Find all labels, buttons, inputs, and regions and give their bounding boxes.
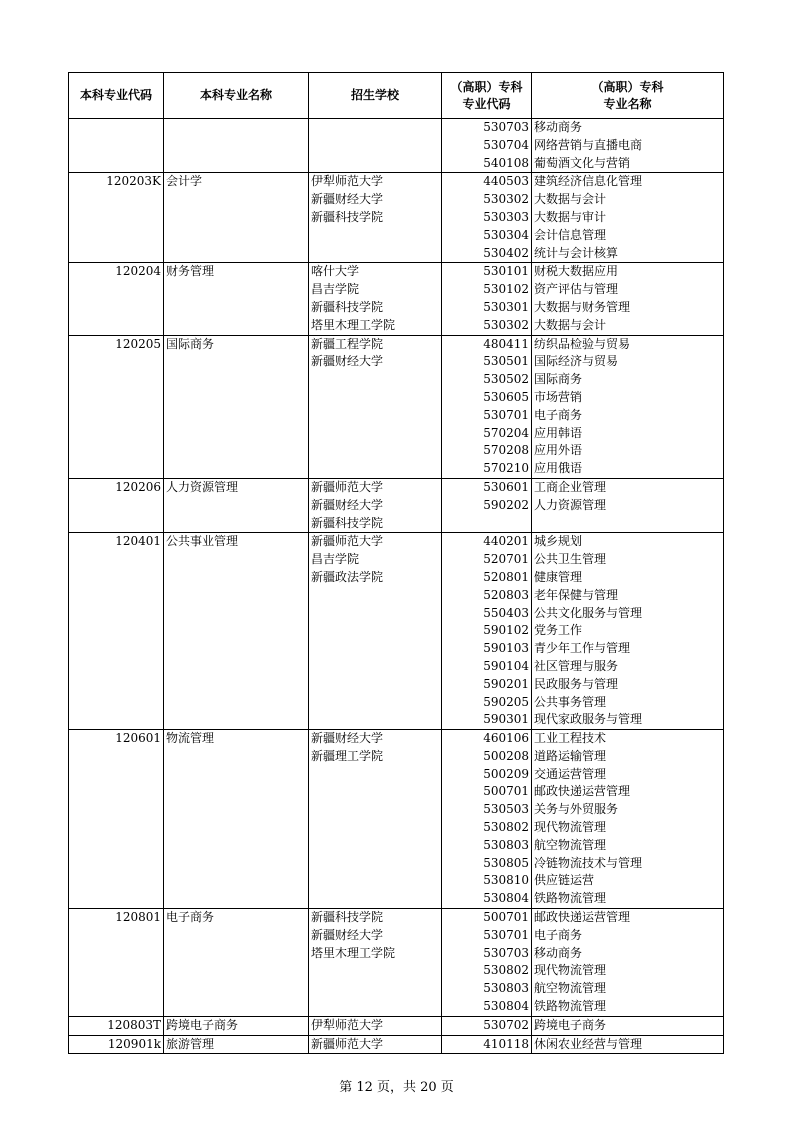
vocational-name: 应用俄语 [534,461,583,476]
undergrad-code-cell [69,119,164,173]
undergrad-code [69,119,163,137]
header-undergrad-name: 本科专业名称 [164,73,309,119]
school-cell [309,263,442,335]
school-cell [309,119,442,173]
vocational-code: 570210 [483,461,529,476]
vocational-code: 530804 [483,999,529,1014]
vocational-name: 邮政快递运营管理 [534,910,631,925]
vocational-code: 530701 [483,407,529,422]
vocational-name: 应用韩语 [534,425,583,440]
school-name: 昌吉学院 [311,282,360,297]
school-name: 新疆科技学院 [311,209,384,224]
vocational-code: 440503 [483,174,529,189]
header-undergrad-code: 本科专业代码 [69,73,164,119]
undergrad-name: 人力资源管理 [166,479,239,494]
header-vocational-name: （高职）专科 专业名称 [532,73,724,119]
vocational-name: 大数据与财务管理 [534,299,631,314]
vocational-code: 530301 [483,299,529,314]
undergrad-code: 120801 [115,910,161,925]
vocational-code: 530703 [483,120,529,134]
vocational-code: 530802 [483,820,529,835]
school-cell [309,1035,442,1054]
vocational-name: 大数据与会计 [534,317,607,332]
vocational-name: 电子商务 [534,407,583,422]
undergrad-code-cell [69,909,164,1017]
vocational-name-cell [532,478,724,532]
school-cell [309,730,442,909]
school-name: 新疆师范大学 [311,534,384,549]
vocational-name: 市场营销 [534,389,583,404]
undergrad-name: 旅游管理 [166,1036,215,1051]
vocational-code: 530303 [483,209,529,224]
vocational-code: 530601 [483,479,529,494]
undergrad-name-cell [164,263,309,335]
vocational-name: 资产评估与管理 [534,282,619,297]
undergrad-code: 120901k [107,1036,161,1051]
vocational-code-cell [442,533,532,730]
table-row [69,533,724,730]
vocational-code: 590102 [483,623,529,638]
school-cell [309,1016,442,1035]
vocational-name: 移动商务 [534,120,583,134]
vocational-code: 530810 [483,873,529,888]
vocational-name: 民政服务与管理 [534,676,619,691]
vocational-name: 人力资源管理 [534,497,607,512]
vocational-name: 航空物流管理 [534,837,607,852]
school-name: 塔里木理工学院 [311,317,396,332]
undergrad-name-cell [164,909,309,1017]
school-name: 新疆政法学院 [311,569,384,584]
header-vocational-code: （高职）专科 专业代码 [442,73,532,119]
vocational-code: 530703 [483,945,529,960]
vocational-name: 财税大数据应用 [534,264,619,279]
vocational-code: 460106 [483,731,529,746]
school-name: 昌吉学院 [311,552,360,567]
vocational-name: 跨境电子商务 [534,1017,607,1032]
vocational-name: 铁路物流管理 [534,999,607,1014]
school-cell [309,173,442,263]
vocational-name: 电子商务 [534,927,583,942]
undergrad-name-cell [164,730,309,909]
undergrad-name: 国际商务 [166,336,215,351]
vocational-name: 国际商务 [534,372,583,387]
undergrad-name: 公共事业管理 [166,534,239,549]
vocational-code: 530402 [483,245,529,260]
vocational-code: 500209 [483,766,529,781]
school-name: 新疆科技学院 [311,910,384,925]
school-name: 新疆师范大学 [311,479,384,494]
table-row [69,263,724,335]
vocational-name: 工业工程技术 [534,731,607,746]
undergrad-name-cell [164,119,309,173]
undergrad-code-cell [69,730,164,909]
vocational-code: 530304 [483,227,529,242]
undergrad-name: 财务管理 [166,264,215,279]
table-row [69,119,724,173]
vocational-name: 关务与外贸服务 [534,802,619,817]
vocational-name: 统计与会计核算 [534,245,619,260]
vocational-name-cell [532,1016,724,1035]
table-row [69,335,724,478]
vocational-code-cell [442,335,532,478]
vocational-name: 健康管理 [534,569,583,584]
vocational-code: 520701 [483,552,529,567]
table-row [69,909,724,1017]
vocational-code: 520803 [483,587,529,602]
vocational-name-cell [532,1035,724,1054]
vocational-name: 城乡规划 [534,534,583,549]
school-name: 新疆科技学院 [311,515,384,530]
vocational-code: 590103 [483,641,529,656]
vocational-name: 供应链运营 [534,873,595,888]
vocational-name: 应用外语 [534,443,583,458]
undergrad-code: 120204 [115,264,161,279]
vocational-code: 480411 [483,336,529,351]
table-row [69,173,724,263]
school-name: 新疆工程学院 [311,336,384,351]
undergrad-code-cell [69,335,164,478]
vocational-name-cell [532,335,724,478]
vocational-name: 纺织品检验与贸易 [534,336,631,351]
vocational-name: 航空物流管理 [534,981,607,996]
vocational-code-cell [442,173,532,263]
school-name: 新疆财经大学 [311,354,384,369]
school-name: 新疆理工学院 [311,748,384,763]
school-name: 新疆财经大学 [311,192,384,207]
vocational-code-cell [442,1035,532,1054]
vocational-code-cell [442,119,532,173]
undergrad-code: 120601 [115,731,161,746]
table-row [69,1016,724,1035]
vocational-name: 大数据与会计 [534,192,607,207]
table-row [69,730,724,909]
undergrad-code-cell [69,1016,164,1035]
undergrad-code-cell [69,1035,164,1054]
school-name: 新疆师范大学 [311,1036,384,1051]
vocational-code: 530302 [483,192,529,207]
undergrad-name-cell [164,173,309,263]
school-name: 新疆财经大学 [311,927,384,942]
undergrad-code: 120401 [115,534,161,549]
page-footer: 第 12 页，共 20 页 [339,1080,454,1095]
school-name: 喀什大学 [311,264,360,279]
vocational-name: 公共卫生管理 [534,552,607,567]
majors-table [68,72,724,1054]
undergrad-name: 电子商务 [166,910,215,925]
undergrad-name [164,119,308,137]
table-row [69,478,724,532]
vocational-name: 国际经济与贸易 [534,354,619,369]
vocational-name: 移动商务 [534,945,583,960]
vocational-name: 建筑经济信息化管理 [534,174,643,189]
undergrad-code-cell [69,173,164,263]
vocational-name: 工商企业管理 [534,479,607,494]
undergrad-name: 物流管理 [166,731,215,746]
vocational-name: 社区管理与服务 [534,658,619,673]
school-name: 塔里木理工学院 [311,945,396,960]
vocational-code: 520801 [483,569,529,584]
vocational-code: 590201 [483,676,529,691]
vocational-code: 590205 [483,694,529,709]
vocational-code: 500208 [483,748,529,763]
vocational-code-cell [442,730,532,909]
vocational-name: 休闲农业经营与管理 [534,1036,643,1051]
vocational-code: 530804 [483,891,529,906]
vocational-code: 570208 [483,443,529,458]
undergrad-name-cell [164,478,309,532]
vocational-code: 530302 [483,317,529,332]
vocational-code: 530803 [483,981,529,996]
vocational-code-cell [442,1016,532,1035]
vocational-name-cell [532,533,724,730]
vocational-name: 葡萄酒文化与营销 [534,155,631,170]
vocational-name-cell [532,730,724,909]
vocational-code: 530805 [483,855,529,870]
vocational-name-cell [532,173,724,263]
vocational-code: 590301 [483,712,529,727]
undergrad-name: 会计学 [166,174,203,189]
vocational-name: 冷链物流技术与管理 [534,855,643,870]
school-cell [309,909,442,1017]
vocational-name: 大数据与审计 [534,209,607,224]
undergrad-name-cell [164,1016,309,1035]
vocational-code: 590104 [483,658,529,673]
undergrad-code-cell [69,263,164,335]
vocational-code: 530101 [483,264,529,279]
vocational-name: 会计信息管理 [534,227,607,242]
vocational-code: 500701 [483,784,529,799]
undergrad-code-cell [69,533,164,730]
vocational-code: 540108 [483,155,529,170]
school-name: 新疆科技学院 [311,299,384,314]
vocational-code: 530702 [483,1017,529,1032]
vocational-name-cell [532,263,724,335]
table-row [69,1035,724,1054]
vocational-name: 老年保健与管理 [534,587,619,602]
undergrad-name: 跨境电子商务 [166,1017,239,1032]
undergrad-code: 120803T [107,1017,161,1032]
undergrad-code: 120203K [106,174,161,189]
vocational-name: 交通运营管理 [534,766,607,781]
undergrad-code: 120206 [115,479,161,494]
undergrad-name-cell [164,533,309,730]
vocational-name-cell [532,909,724,1017]
vocational-code: 550403 [483,605,529,620]
vocational-name: 铁路物流管理 [534,891,607,906]
vocational-code: 530503 [483,802,529,817]
vocational-code: 440201 [483,534,529,549]
vocational-name: 公共文化服务与管理 [534,605,643,620]
vocational-code-cell [442,263,532,335]
table-header-row [69,73,724,119]
vocational-code: 530502 [483,372,529,387]
undergrad-code-cell [69,478,164,532]
vocational-name: 青少年工作与管理 [534,641,631,656]
header-school: 招生学校 [309,73,442,119]
vocational-code: 530704 [483,137,529,152]
vocational-code: 590202 [483,497,529,512]
undergrad-name-cell [164,1035,309,1054]
vocational-name: 现代物流管理 [534,820,607,835]
undergrad-code: 120205 [115,336,161,351]
vocational-name: 现代物流管理 [534,963,607,978]
vocational-code: 530701 [483,927,529,942]
school-cell [309,335,442,478]
school-name: 伊犁师范大学 [311,174,384,189]
school-cell [309,533,442,730]
school-name: 新疆财经大学 [311,731,384,746]
vocational-code-cell [442,478,532,532]
vocational-code-cell [442,909,532,1017]
school-cell [309,478,442,532]
vocational-name: 党务工作 [534,623,583,638]
undergrad-name-cell [164,335,309,478]
vocational-name: 公共事务管理 [534,694,607,709]
vocational-code: 530102 [483,282,529,297]
school-name: 伊犁师范大学 [311,1017,384,1032]
vocational-name: 邮政快递运营管理 [534,784,631,799]
vocational-name: 道路运输管理 [534,748,607,763]
school-name: 新疆财经大学 [311,497,384,512]
vocational-code: 530802 [483,963,529,978]
vocational-code: 530501 [483,354,529,369]
vocational-name: 网络营销与直播电商 [534,137,643,152]
table-body [69,119,724,1054]
vocational-code: 530803 [483,837,529,852]
vocational-code: 500701 [483,910,529,925]
vocational-code: 570204 [483,425,529,440]
vocational-code: 410118 [483,1036,529,1051]
vocational-name-cell [532,119,724,173]
vocational-code: 530605 [483,389,529,404]
vocational-name: 现代家政服务与管理 [534,712,643,727]
